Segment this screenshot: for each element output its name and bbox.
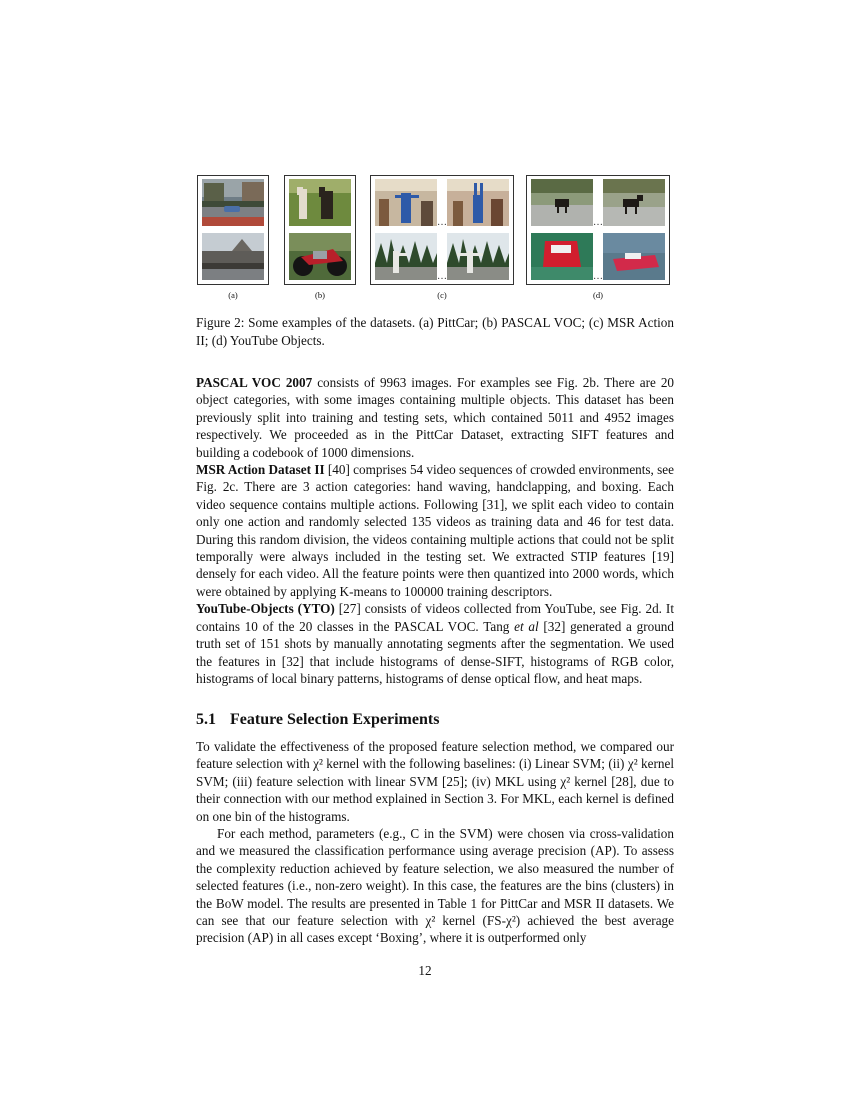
msr-paragraph bbox=[196, 461, 674, 600]
dataset-descriptions bbox=[196, 374, 674, 687]
yto-paragraph bbox=[196, 600, 674, 687]
yto-dog-frame-1-photo bbox=[531, 179, 593, 226]
yto-dataset-name: YouTube-Objects (YTO) bbox=[196, 601, 335, 617]
msr-frame-2-photo bbox=[447, 179, 509, 226]
yto-boat-frame-1-photo bbox=[531, 233, 593, 280]
subfigure-d-label: (d) bbox=[593, 290, 603, 300]
yto-text-after: [32] generated a ground truth set of 151 shots by manually annotating segments after the segmentation. We used the features in [32] that include histograms of dense-SIFT, histograms of RGB color, histograms of local binary patterns, histograms of dense optical flow, and heat maps. bbox=[196, 618, 674, 686]
msr-frame-4-photo bbox=[447, 233, 509, 280]
section-number: 5.1 bbox=[196, 711, 216, 728]
yto-text-before: [27] consists of videos collected from YouTube, see Fig. 2d. It contains 10 of the 20 classes in the PASCAL VOC. Tang bbox=[196, 601, 674, 634]
msr-top-ellipsis: … bbox=[437, 217, 447, 228]
pittcar-street-photo bbox=[202, 179, 264, 226]
subfigure-a-panel bbox=[197, 175, 269, 285]
subfigure-a-label: (a) bbox=[228, 290, 238, 300]
msr-bottom-ellipsis: … bbox=[437, 271, 447, 282]
yto-boat-frame-2-photo bbox=[603, 233, 665, 280]
subfigure-c-label: (c) bbox=[437, 290, 447, 300]
feature-selection-paragraph-1: To validate the effectiveness of the proposed feature selection method, we compared our feature selection with χ² kernel with the following baselines: (i) Linear SVM; (ii) χ² kernel SVM; (iii) feature selection with linear SVM [25]; (iv) MKL using χ² kernel [28], due to their connection with our method explained in Section 3. For MKL, each kernel is defined on one bin of the histograms. bbox=[196, 739, 674, 824]
pittcar-building-photo bbox=[202, 233, 264, 280]
section-title: Feature Selection Experiments bbox=[230, 711, 440, 728]
section-heading bbox=[196, 710, 439, 730]
msr-text: [40] comprises 54 video sequences of crowded environments, see Fig. 2c. There are 3 action categories: hand waving, handclapping, and boxing. Each video sequence contains multiple actions. Following [31], we split each video to contain only one action and randomly selected 135 videos as training data and 46 for test data. During this random division, the videos containing multiple actions that could not be split temporally were always included in the testing set. We extracted STIP features [19] densely for each video. All the feature points were then quantized into 2000 words, which were obtained by applying K-means to 100000 training descriptors. bbox=[196, 462, 674, 599]
msr-frame-1-photo bbox=[375, 179, 437, 226]
feature-selection-paragraph-2: For each method, parameters (e.g., C in the SVM) were chosen via cross-validation and we measured the classification performance using average precision (AP). To assess the complexity reduction achieved by feature selection, we also measured the number of selected features (i.e., non-zero weight). In this case, the features are the bins (clusters) in the BoW model. The results are presented in Table 1 for PittCar and MSR II datasets. We can see that our feature selection with χ² kernel (FS-χ²) achieved the best average precision (AP) in all cases except ‘Boxing’, where it is outperformed only bbox=[196, 826, 674, 946]
pascal-text: consists of 9963 images. For examples see Fig. 2b. There are 20 object categories, with some images containing multiple objects. This dataset has been previously split into training and testing sets, which contained 5011 and 4952 images respectively. We proceeded as in the PittCar Dataset, extracting SIFT features and building a codebook of 1000 dimensions. bbox=[196, 375, 675, 460]
subfigure-c-panel bbox=[370, 175, 514, 285]
pascal-horses-photo bbox=[289, 179, 351, 226]
pascal-paragraph bbox=[196, 374, 674, 461]
pascal-motorbike-photo bbox=[289, 233, 351, 280]
page-number: 12 bbox=[418, 963, 432, 978]
yto-top-ellipsis: … bbox=[593, 217, 603, 228]
msr-dataset-name: MSR Action Dataset II bbox=[196, 462, 325, 478]
subfigure-b-panel bbox=[284, 175, 356, 285]
section-body bbox=[196, 738, 674, 947]
yto-dog-frame-2-photo bbox=[603, 179, 665, 226]
subfigure-d-panel bbox=[526, 175, 670, 285]
yto-et-al: et al bbox=[514, 618, 539, 634]
yto-bottom-ellipsis: … bbox=[593, 271, 603, 282]
subfigure-b-label: (b) bbox=[315, 290, 325, 300]
figure-caption: Figure 2: Some examples of the datasets. (a) PittCar; (b) PASCAL VOC; (c) MSR Action II; (d) YouTube Objects. bbox=[196, 315, 674, 348]
msr-frame-3-photo bbox=[375, 233, 437, 280]
pascal-dataset-name: PASCAL VOC 2007 bbox=[196, 375, 313, 390]
